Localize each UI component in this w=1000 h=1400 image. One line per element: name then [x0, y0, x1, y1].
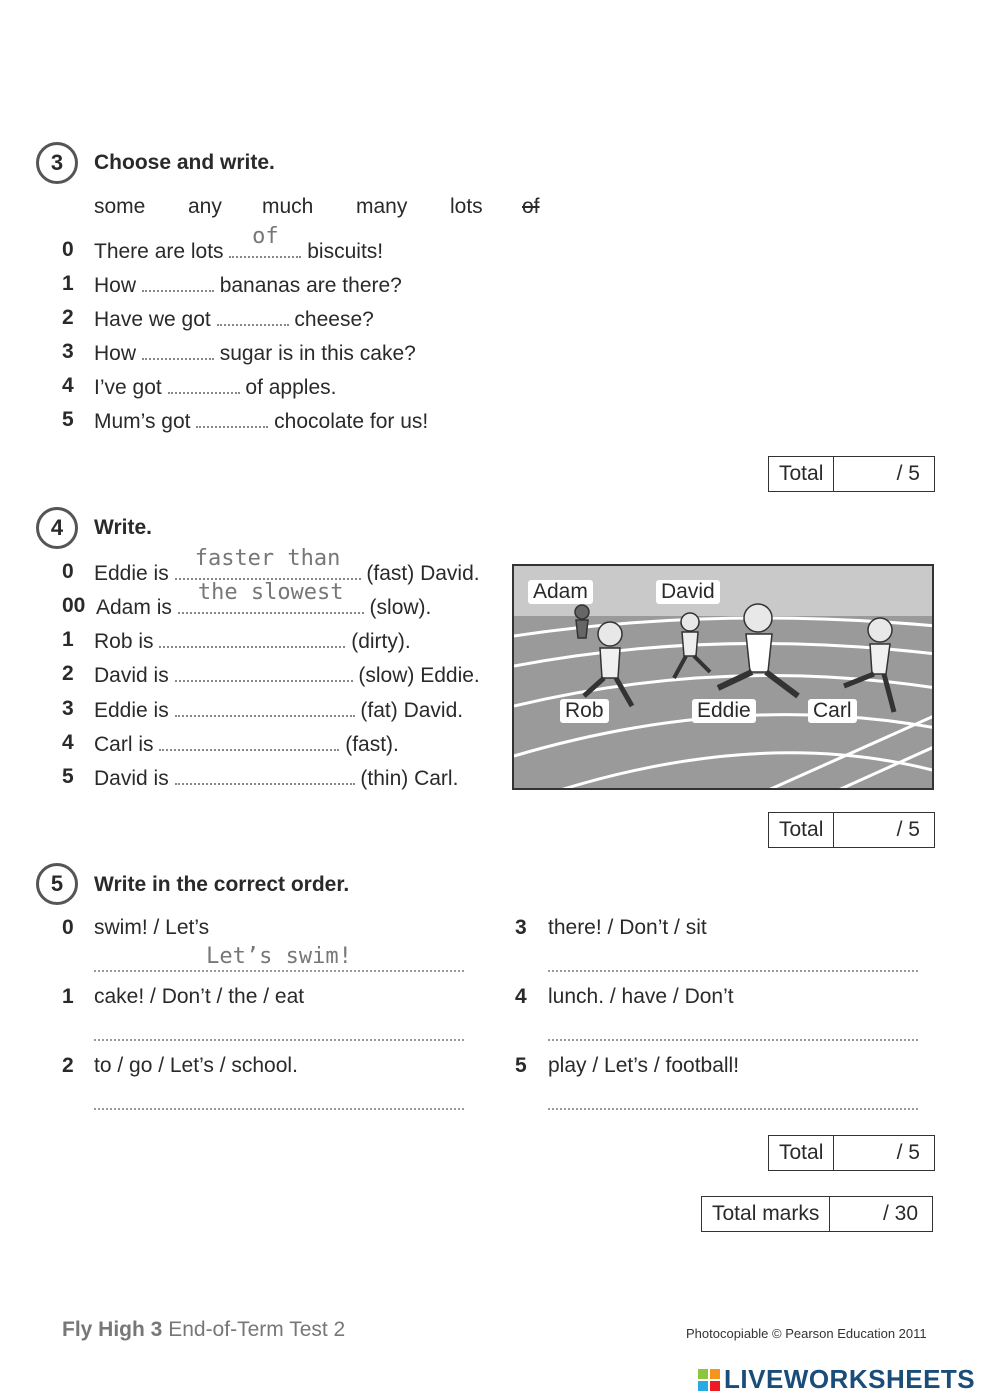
- item-text-before: I’ve got: [94, 376, 162, 399]
- item-number: 0: [62, 238, 74, 261]
- section-5-number: 5: [36, 863, 78, 905]
- answer-blank[interactable]: [142, 272, 214, 292]
- item-text-before: David is: [94, 767, 169, 790]
- footer-test-name: End-of-Term Test 2: [168, 1318, 346, 1341]
- section-5-title: Write in the correct order.: [94, 873, 350, 896]
- section-5-total-box: [768, 1135, 935, 1171]
- item-text-before: Carl is: [94, 733, 154, 756]
- answer-line[interactable]: [94, 1039, 464, 1041]
- answer-text: faster than: [194, 546, 341, 571]
- item-number: 1: [62, 985, 74, 1008]
- item-text-before: How: [94, 342, 137, 365]
- word-bank-item: many: [356, 195, 408, 218]
- total-score: / 5: [896, 1141, 920, 1164]
- answer-blank[interactable]: [175, 546, 361, 580]
- word-bank-item-used: of: [522, 195, 540, 218]
- item-prompt: to / go / Let’s / school.: [94, 1054, 298, 1077]
- item-text-before: David is: [94, 664, 169, 687]
- answer-blank[interactable]: [217, 306, 289, 326]
- item-text-after: (thin) Carl.: [360, 767, 459, 790]
- footer-title: [62, 1318, 345, 1342]
- item-number: 5: [62, 765, 74, 788]
- label-carl: Carl: [808, 699, 857, 723]
- word-bank-item: much: [262, 195, 314, 218]
- answer-blank[interactable]: [178, 580, 364, 614]
- label-rob: Rob: [560, 699, 609, 723]
- total-label: Total: [769, 813, 834, 847]
- item-text-after: (dirty).: [351, 630, 411, 653]
- total-score: / 5: [896, 462, 920, 485]
- item-number: 4: [515, 985, 527, 1008]
- item-number: 1: [62, 628, 74, 651]
- item-text-before: How: [94, 274, 137, 297]
- answer-blank[interactable]: [229, 224, 301, 258]
- item-number: 3: [62, 697, 74, 720]
- item-text-after: (slow).: [369, 596, 432, 619]
- word-bank-item: any: [188, 195, 222, 218]
- label-david: David: [656, 580, 720, 604]
- section-4-title: Write.: [94, 516, 152, 539]
- item-text-after: cheese?: [294, 308, 374, 331]
- answer-line[interactable]: [94, 970, 464, 972]
- footer-brand: Fly High 3: [62, 1318, 163, 1341]
- race-picture: [512, 564, 934, 790]
- word-bank-item: some: [94, 195, 146, 218]
- answer-blank[interactable]: [175, 765, 355, 785]
- answer-text: of: [252, 224, 279, 249]
- copyright: Photocopiable © Pearson Education 2011: [686, 1326, 927, 1341]
- item-number: 0: [62, 560, 74, 583]
- item-number: 3: [62, 340, 74, 363]
- answer-blank[interactable]: [175, 662, 353, 682]
- answer-blank[interactable]: [159, 731, 339, 751]
- section-4-total-box: [768, 812, 935, 848]
- answer-blank[interactable]: [159, 628, 345, 648]
- item-text-before: Rob is: [94, 630, 154, 653]
- item-number: 0: [62, 916, 74, 939]
- liveworksheets-text: LIVEWORKSHEETS: [724, 1364, 976, 1394]
- item-text-before: Eddie is: [94, 699, 169, 722]
- answer-blank[interactable]: [175, 697, 355, 717]
- item-text-before: There are lots: [94, 240, 224, 263]
- item-text-before: Eddie is: [94, 562, 169, 585]
- item-text-before: Have we got: [94, 308, 211, 331]
- section-4-number: 4: [36, 507, 78, 549]
- answer-blank[interactable]: [142, 340, 214, 360]
- label-adam: Adam: [528, 580, 593, 604]
- item-number: 2: [62, 306, 74, 329]
- grand-total-score: / 30: [882, 1202, 918, 1225]
- item-prompt: swim! / Let’s: [94, 916, 210, 939]
- grand-total-label: Total marks: [702, 1197, 830, 1231]
- item-prompt: there! / Don’t / sit: [548, 916, 707, 939]
- answer-line[interactable]: [94, 1108, 464, 1110]
- total-score: / 5: [896, 818, 920, 841]
- item-text-before: Mum’s got: [94, 410, 191, 433]
- item-prompt: cake! / Don’t / the / eat: [94, 985, 305, 1008]
- answer-line[interactable]: [548, 1108, 918, 1110]
- liveworksheets-icon: [698, 1369, 720, 1391]
- item-number: 00: [62, 594, 86, 617]
- item-number: 2: [62, 1054, 74, 1077]
- label-eddie: Eddie: [692, 699, 756, 723]
- item-text-after: sugar is in this cake?: [219, 342, 416, 365]
- answer-blank[interactable]: [168, 374, 240, 394]
- item-number: 2: [62, 662, 74, 685]
- total-label: Total: [769, 457, 834, 491]
- liveworksheets-logo[interactable]: [698, 1364, 975, 1395]
- item-prompt: play / Let’s / football!: [548, 1054, 740, 1077]
- answer-text: Let’s swim!: [206, 944, 352, 969]
- item-text-after: (fast) David.: [366, 562, 480, 585]
- word-bank-item: lots: [450, 195, 483, 218]
- item-number: 5: [515, 1054, 527, 1077]
- answer-blank[interactable]: [196, 408, 268, 428]
- section-3-number: 3: [36, 142, 78, 184]
- item-text-after: of apples.: [245, 376, 337, 399]
- answer-line[interactable]: [548, 1039, 918, 1041]
- item-text-after: biscuits!: [307, 240, 384, 263]
- item-text-after: (fast).: [345, 733, 399, 756]
- answer-line[interactable]: [548, 970, 918, 972]
- item-text-after: (slow) Eddie.: [358, 664, 480, 687]
- grand-total-box: [701, 1196, 933, 1232]
- section-3-title: Choose and write.: [94, 151, 275, 174]
- item-number: 4: [62, 374, 74, 397]
- item-text-before: Adam is: [96, 596, 172, 619]
- item-number: 3: [515, 916, 527, 939]
- total-label: Total: [769, 1136, 834, 1170]
- item-number: 4: [62, 731, 74, 754]
- item-number: 1: [62, 272, 74, 295]
- answer-text: the slowest: [197, 580, 344, 605]
- item-number: 5: [62, 408, 74, 431]
- item-prompt: lunch. / have / Don’t: [548, 985, 734, 1008]
- item-text-after: (fat) David.: [360, 699, 464, 722]
- item-text-after: chocolate for us!: [274, 410, 429, 433]
- item-text-after: bananas are there?: [219, 274, 402, 297]
- section-3-total-box: [768, 456, 935, 492]
